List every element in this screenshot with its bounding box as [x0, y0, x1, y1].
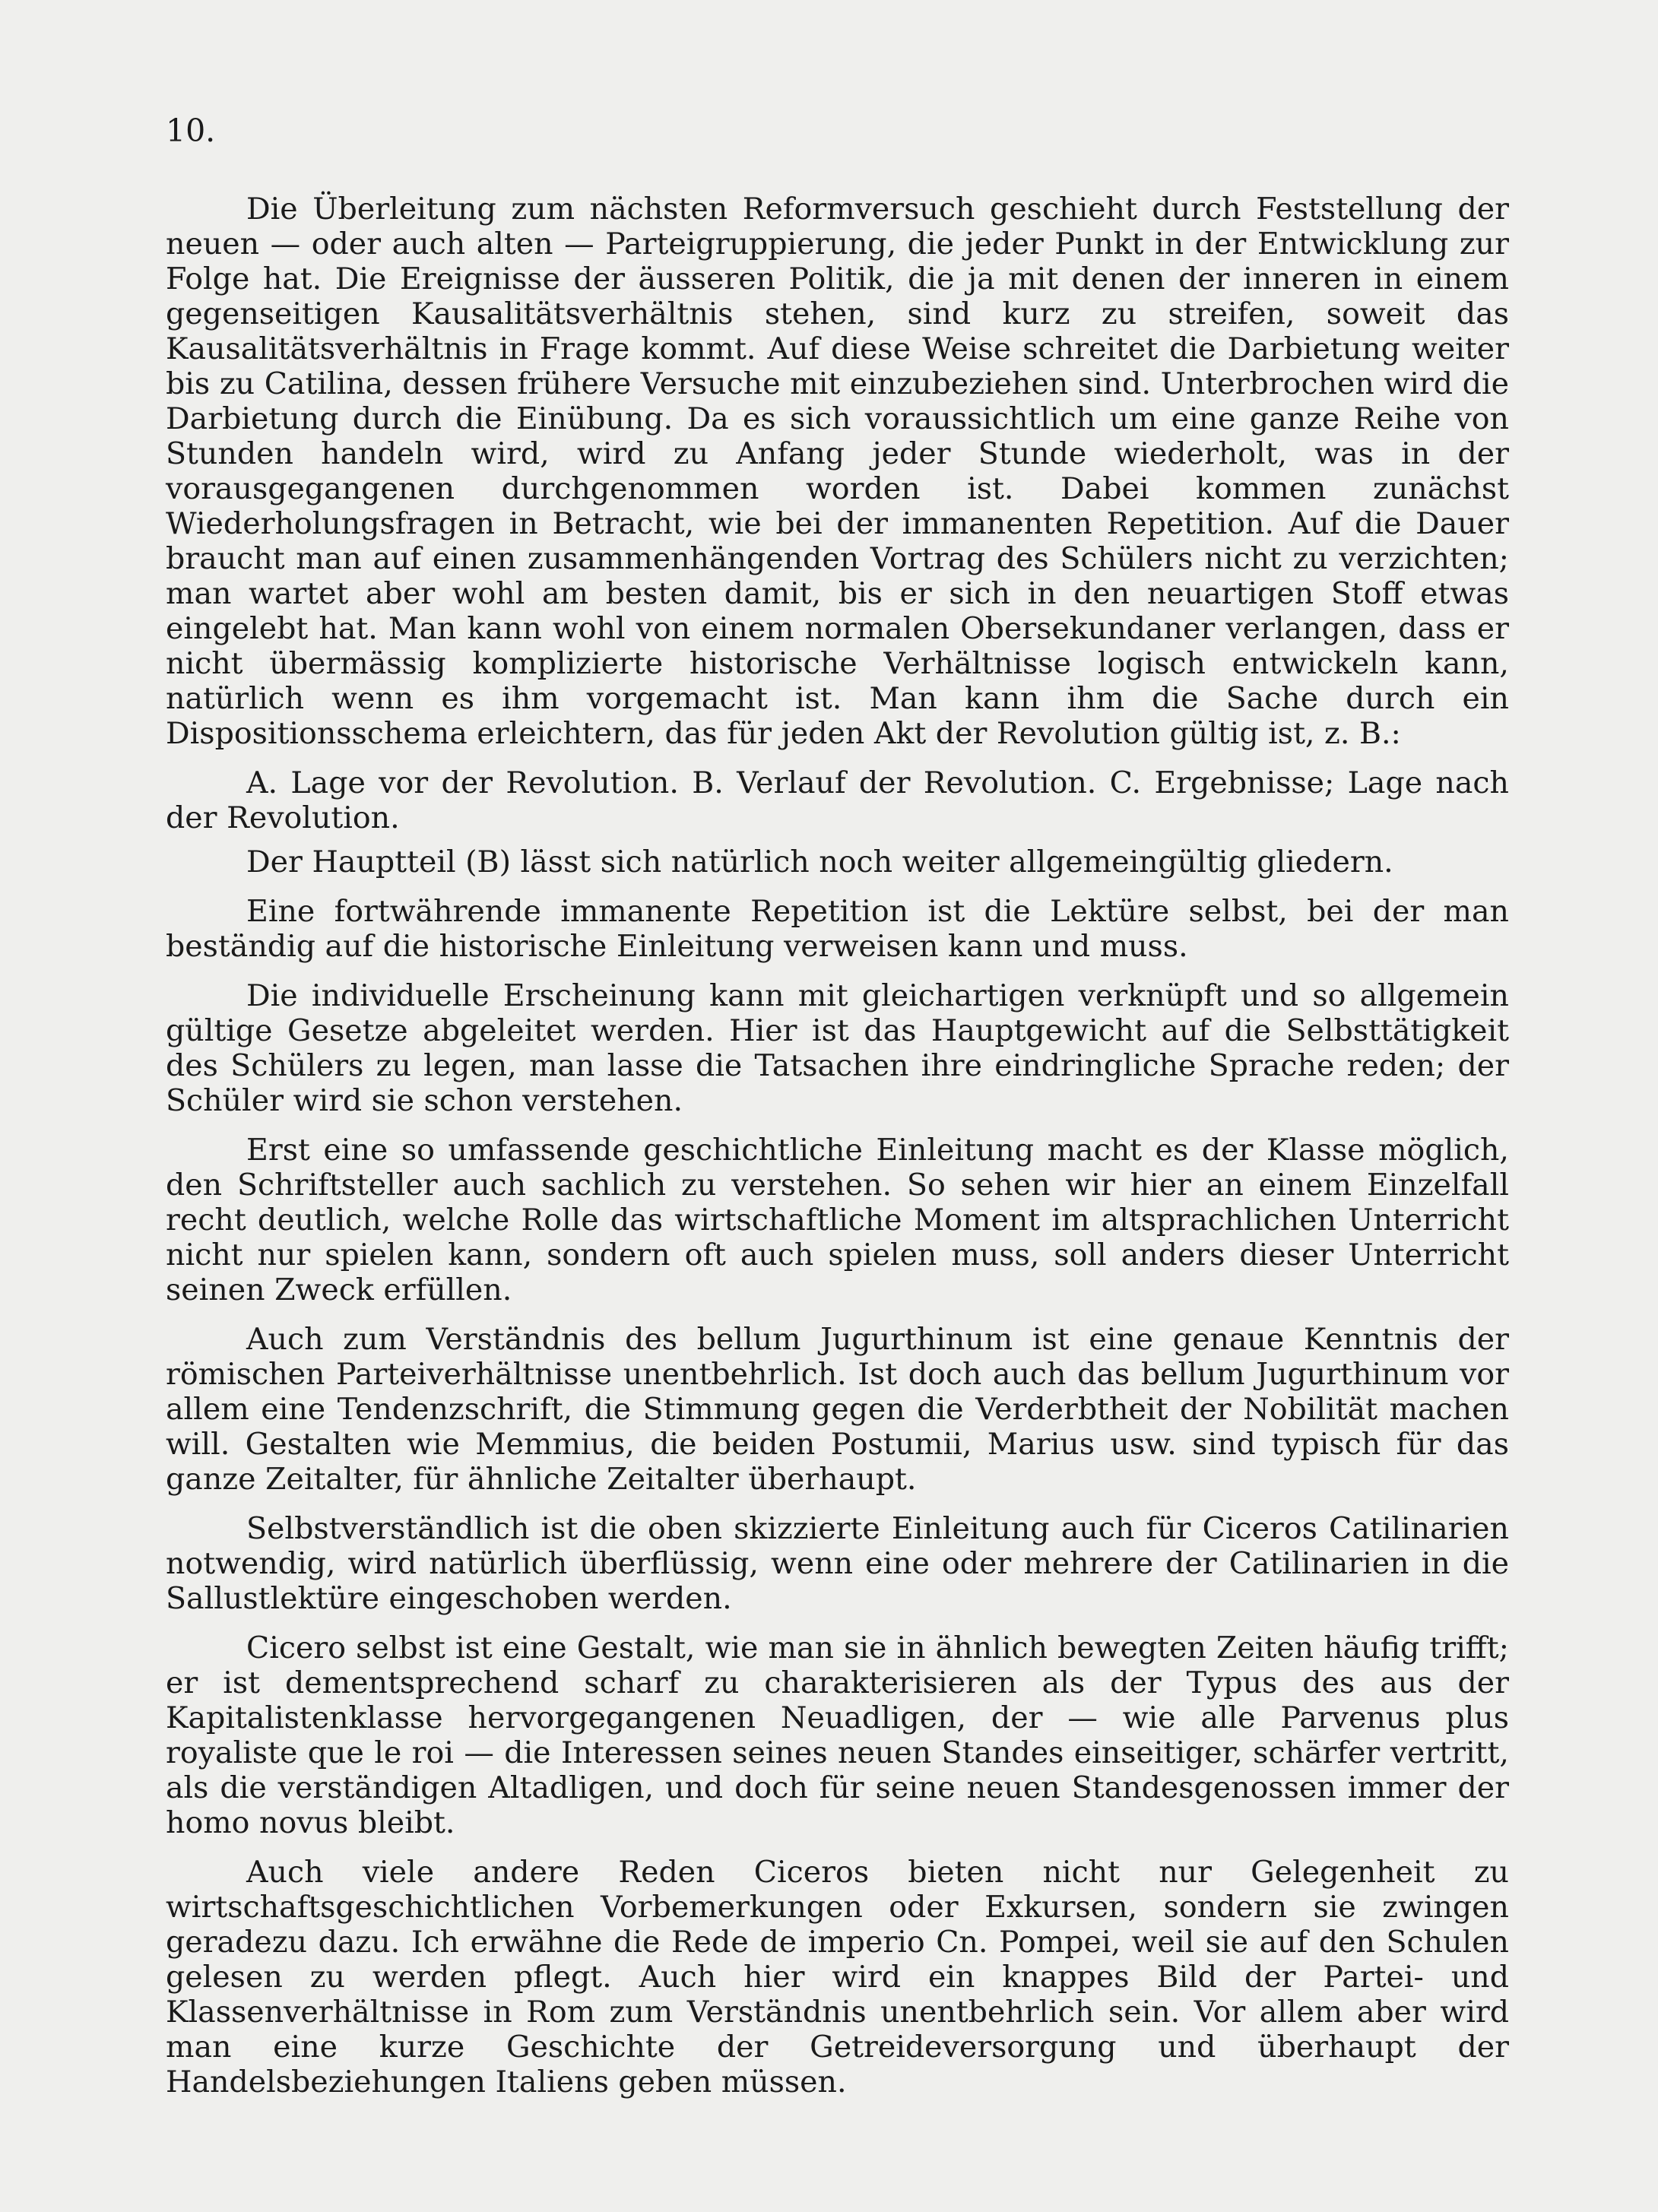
paragraph: Selbstverständlich ist die oben skizzierte Einleitung auch für Ciceros Catilinarien notwendig, wird natürlich überflüssig, wenn eine oder mehrere der Catilinarien in die Sallustlektüre eingeschoben werden. — [166, 1511, 1509, 1616]
paragraph: Erst eine so umfassende geschichtliche Einleitung macht es der Klasse möglich, den Schriftsteller auch sachlich zu verstehen. So sehen wir hier an einem Einzelfall recht deutlich, welche Rolle das wirtschaftliche Moment im altsprachlichen Unterricht nicht nur spielen kann, sondern oft auch spielen muss, soll anders dieser Unterricht seinen Zweck erfüllen. — [166, 1133, 1509, 1307]
paragraph: Der Hauptteil (B) lässt sich natürlich noch weiter allgemeingültig gliedern. — [246, 845, 1393, 879]
paragraph: Eine fortwährende immanente Repetition ist die Lektüre selbst, bei der man beständig auf die historische Einleitung verweisen kann und muss. — [166, 894, 1509, 964]
paragraph: Die individuelle Erscheinung kann mit gleichartigen verknüpft und so allgemein gültige Gesetze abgeleitet werden. Hier ist das Hauptgewicht auf die Selbsttätigkeit des Schülers zu legen, man lasse die Tatsachen ihre eindringliche Sprache reden; der Schüler wird sie schon verstehen. — [166, 978, 1509, 1118]
paragraph-schema: A. Lage vor der Revolution. B. Verlauf der Revolution. C. Ergebnisse; Lage nach der Revolution. — [166, 765, 1509, 835]
paragraph: Cicero selbst ist eine Gestalt, wie man sie in ähnlich bewegten Zeiten häufig trifft; er ist dementsprechend scharf zu charakterisieren als der Typus des aus der Kapitalistenklasse hervorgegangenen Neuadligen, der — wie alle Parvenus plus royaliste que le roi — die Interessen seines neuen Standes einseitiger, schärfer vertritt, als die verständigen Altadligen, und doch für seine neuen Standesgenossen immer der homo novus bleibt. — [166, 1630, 1509, 1840]
page-number: 10. — [166, 113, 216, 149]
paragraph: Auch viele andere Reden Ciceros bieten nicht nur Gelegenheit zu wirtschaftsgeschichtlichen Vorbemerkungen oder Exkursen, sondern sie zwingen geradezu dazu. Ich erwähne die Rede de imperio Cn. Pompei, weil sie auf den Schulen gelesen zu werden pflegt. Auch hier wird ein knappes Bild der Partei- und Klassenverhältnisse in Rom zum Verständnis unentbehrlich sein. Vor allem aber wird man eine kurze Geschichte der Getreideversorgung und überhaupt der Handelsbeziehungen Italiens geben müssen. — [166, 1855, 1509, 2099]
paragraph: Die Überleitung zum nächsten Reformversuch geschieht durch Feststellung der neuen — oder auch alten — Parteigruppierung, die jeder Punkt in der Entwicklung zur Folge hat. Die Ereignisse der äusseren Politik, die ja mit denen der inneren in einem gegenseitigen Kausalitätsverhältnis stehen, sind kurz zu streifen, soweit das Kausalitätsverhältnis in Frage kommt. Auf diese Weise schreitet die Darbietung weiter bis zu Catilina, dessen frühere Versuche mit einzubeziehen sind. Unterbrochen wird die Darbietung durch die Einübung. Da es sich voraussichtlich um eine ganze Reihe von Stunden handeln wird, wird zu Anfang jeder Stunde wiederholt, was in der vorausgegangenen durchgenommen worden ist. Dabei kommen zunächst Wiederholungsfragen in Betracht, wie bei der immanenten Repetition. Auf die Dauer braucht man auf einen zusammenhängenden Vortrag des Schülers nicht zu verzichten; man wartet aber wohl am besten damit, bis er sich in den neuartigen Stoff etwas eingelebt hat. Man kann wohl von einem normalen Obersekundaner verlangen, dass er nicht übermässig komplizierte historische Verhältnisse logisch entwickeln kann, natürlich wenn es ihm vorgemacht ist. Man kann ihm die Sache durch ein Dispositionsschema erleichtern, das für jeden Akt der Revolution gültig ist, z. B.: — [166, 192, 1509, 751]
body-text — [166, 192, 1509, 2114]
paragraph: Auch zum Verständnis des bellum Jugurthinum ist eine genaue Kenntnis der römischen Parteiverhältnisse unentbehrlich. Ist doch auch das bellum Jugurthinum vor allem eine Tendenzschrift, die Stimmung gegen die Verderbtheit der Nobilität machen will. Gestalten wie Memmius, die beiden Postumii, Marius usw. sind typisch für das ganze Zeitalter, für ähnliche Zeitalter überhaupt. — [166, 1322, 1509, 1497]
